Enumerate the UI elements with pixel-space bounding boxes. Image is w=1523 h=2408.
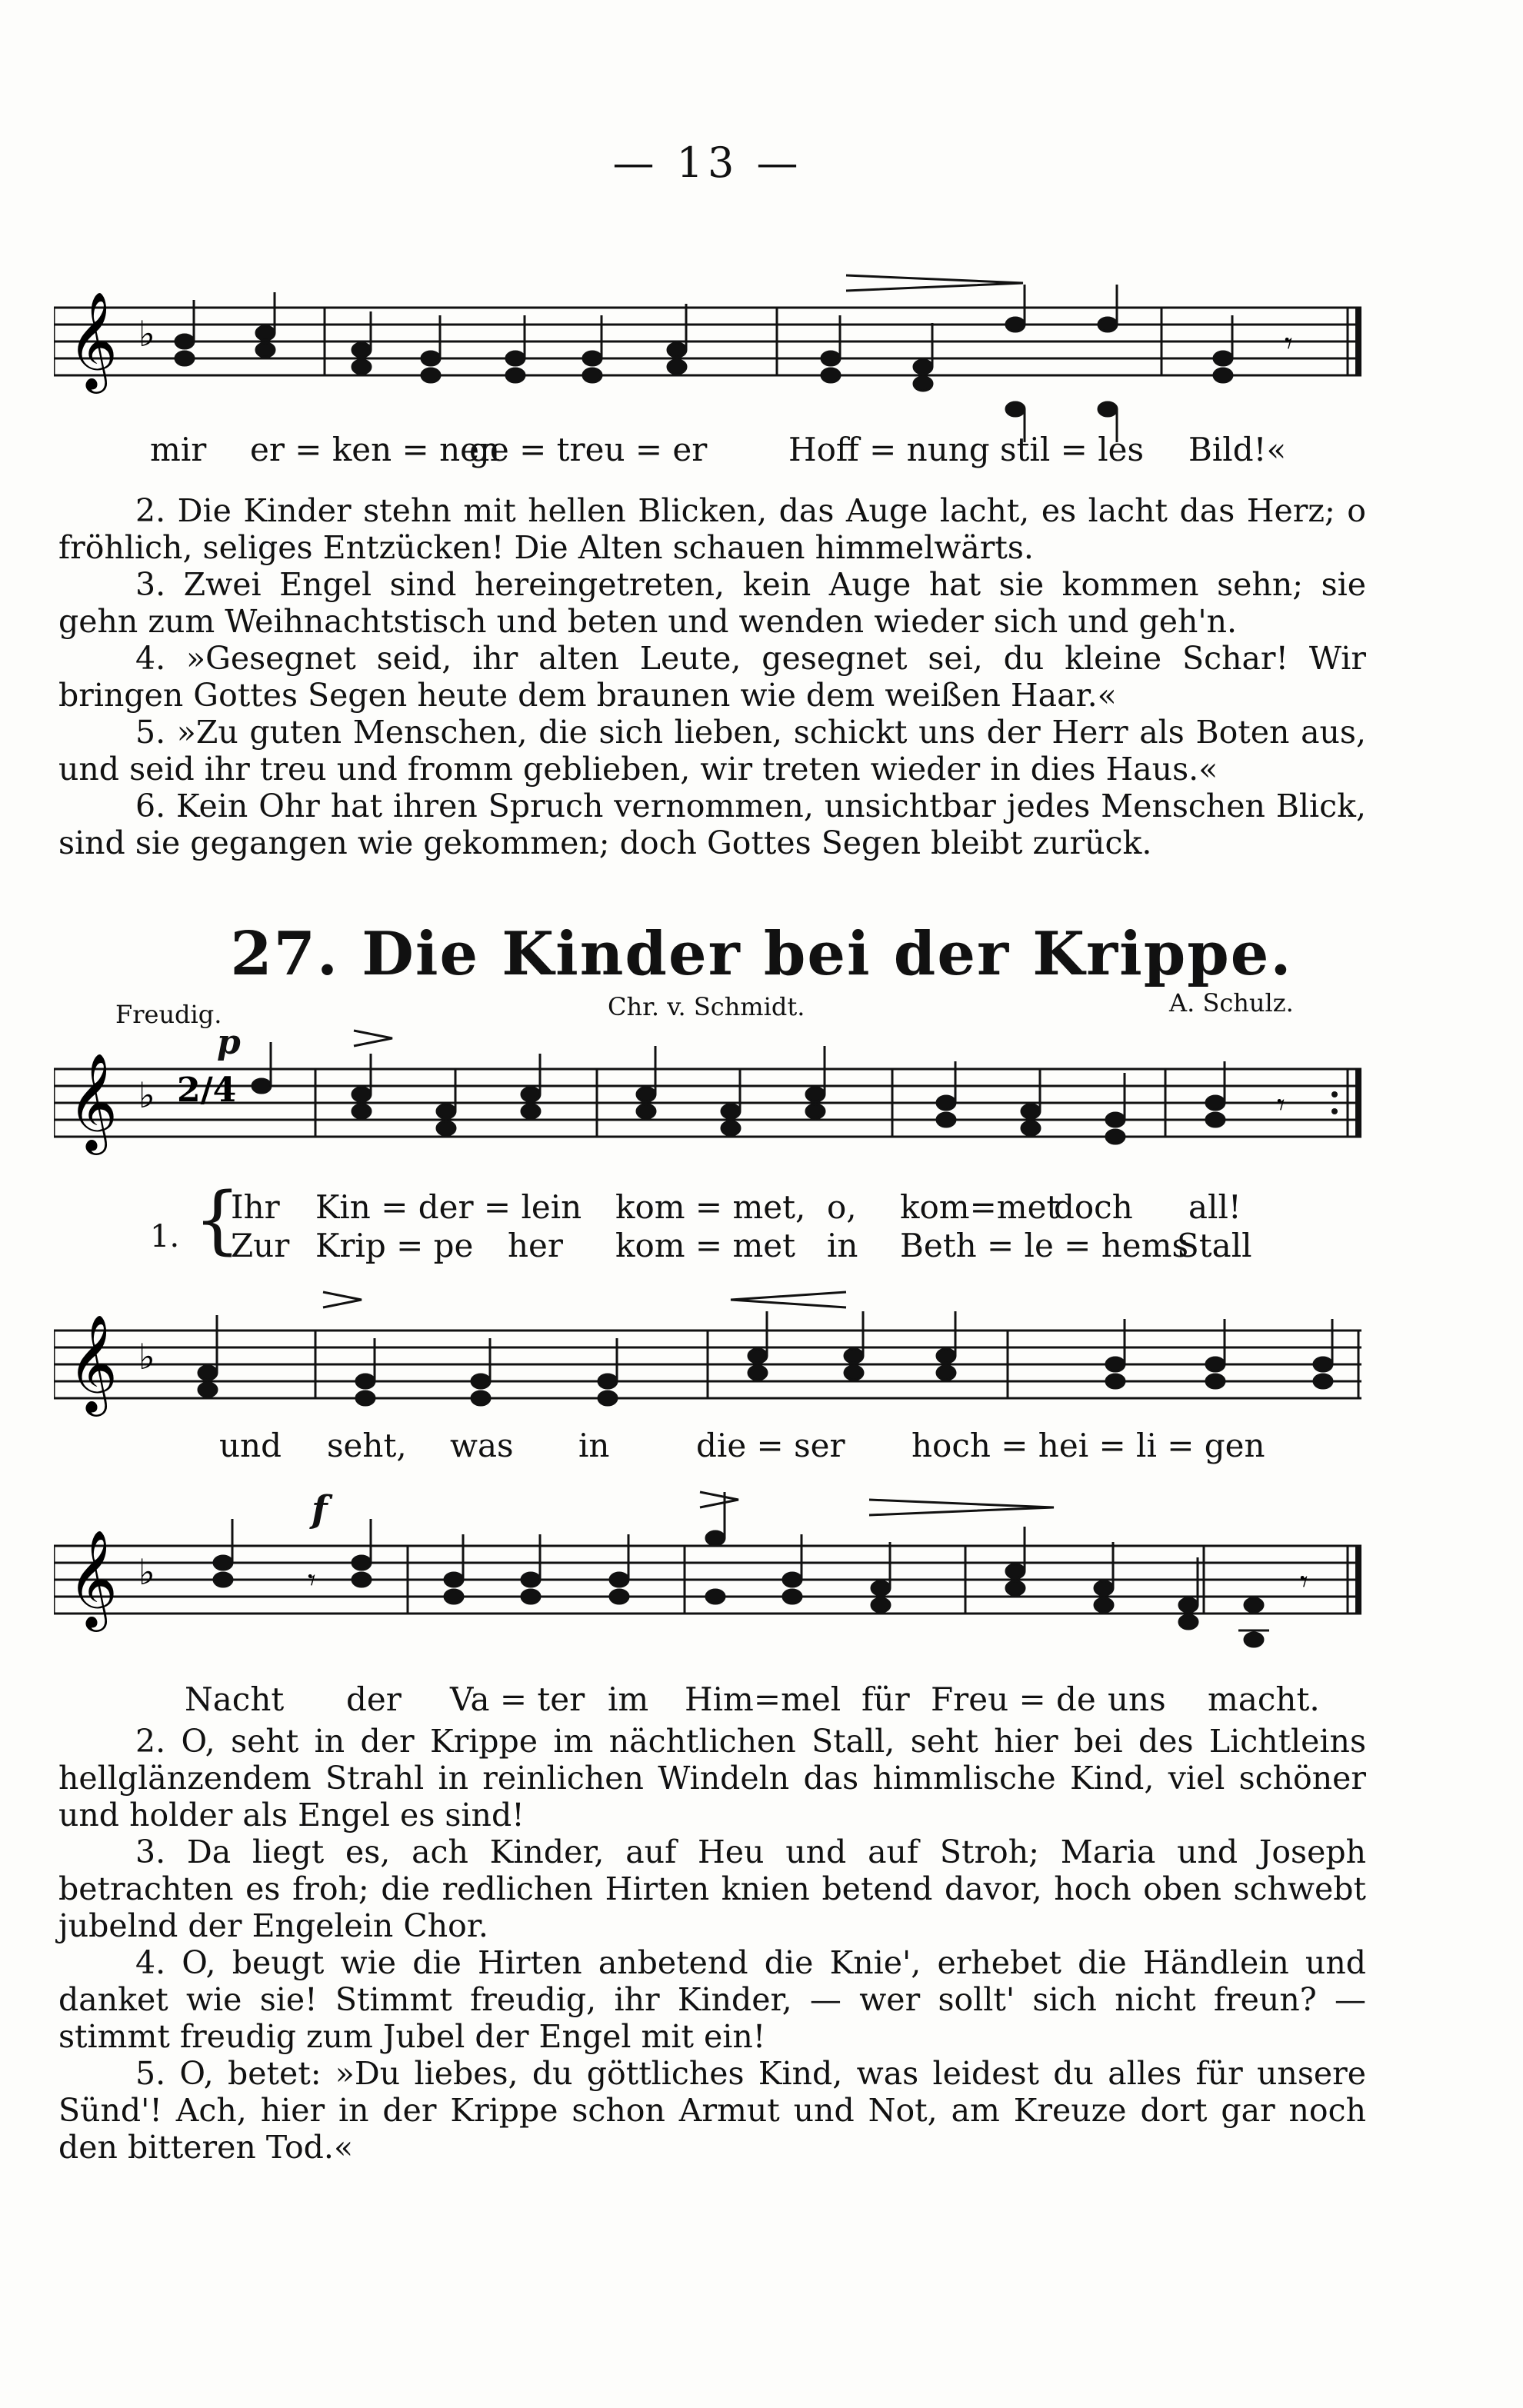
lyric-word: der	[346, 1680, 402, 1718]
lyric-word: Kin = der = lein	[315, 1188, 582, 1226]
svg-text:𝄾: 𝄾	[1300, 1564, 1308, 1600]
verse: 5. O, betet: »Du liebes, du göttliches Kind, was leidest du alles für unsere Sünd'! Ach, hier in der Krippe schon Armut und Not, am Kreuze dort gar noch den bitteren Tod.«	[58, 2055, 1366, 2166]
lyric-word: seht,	[327, 1427, 407, 1464]
lyric-word: stil = les	[1000, 431, 1145, 468]
svg-text:♭: ♭	[138, 1336, 155, 1377]
verse: 4. »Gesegnet seid, ihr alten Leute, gesegnet sei, du kleine Schar! Wir bringen Gottes Segen heute dem braunen wie dem weißen Haar.«	[58, 640, 1366, 714]
lyric-word: in	[827, 1227, 858, 1264]
music-staff-27-line2	[54, 1269, 1361, 1430]
verse: 3. Da liegt es, ach Kinder, auf Heu und auf Stroh; Maria und Joseph betrachten es froh; die redlichen Hirten knien betend davor, hoch oben schwebt jubelnd der Engelein Chor.	[58, 1833, 1366, 1944]
svg-text:𝄞: 𝄞	[68, 1052, 118, 1151]
verse: 6. Kein Ohr hat ihren Spruch vernommen, unsichtbar jedes Menschen Blick, sind sie gegangen wie gekommen; doch Gottes Segen bleibt zurück.	[58, 788, 1366, 861]
stanza-brace: {	[194, 1177, 242, 1263]
lyric-word: Stall	[1177, 1227, 1252, 1264]
lyric-word: Beth = le = hems	[900, 1227, 1189, 1264]
lyric-word: kom = met,	[615, 1188, 806, 1226]
lyric-word: Krip = pe	[315, 1227, 474, 1264]
verse: 4. O, beugt wie die Hirten anbetend die Knie', erhebet die Händlein und danket wie sie! Stimmt freudig, ihr Kinder, — wer sollt' sich nicht freun? — stimmt freudig zum Jubel der Engel mit ein!	[58, 1944, 1366, 2055]
page-number: — 13 —	[612, 138, 803, 187]
svg-text:𝄾: 𝄾	[308, 1563, 316, 1598]
verse: 3. Zwei Engel sind hereingetreten, kein Auge hat sie kommen sehn; sie gehn zum Weihnachtstisch und beten und wenden wieder sich und geh'n.	[58, 566, 1366, 640]
verse: 2. Die Kinder stehn mit hellen Blicken, das Auge lacht, es lacht das Herz; o fröhlich, seliges Entzücken! Die Alten schauen himmelwärts.	[58, 492, 1366, 566]
tempo-marking: Freudig.	[115, 1000, 222, 1029]
verse: 2. O, seht in der Krippe im nächtlichen Stall, seht hier bei des Lichtleins hellglänzendem Strahl in reinlichen Windeln das himmlische Kind, viel schöner und holder als Engel es sind!	[58, 1723, 1366, 1833]
lyric-word: macht.	[1208, 1680, 1320, 1718]
lyric-word: er = ken = nen	[250, 431, 501, 468]
lyric-word: doch	[1054, 1188, 1133, 1226]
lyric-word: ge = treu = er	[469, 431, 708, 468]
lyric-word: für	[861, 1680, 910, 1718]
lyric-word: kom = met	[615, 1227, 796, 1264]
stanza-number: 1.	[150, 1219, 180, 1254]
svg-text:𝄞: 𝄞	[68, 291, 118, 389]
lyric-word: Va = ter	[450, 1680, 585, 1718]
music-staff-27-line1	[54, 1023, 1361, 1177]
lyric-word: was	[450, 1427, 514, 1464]
svg-text:♭: ♭	[138, 1074, 155, 1116]
music-staff-27-line3	[54, 1477, 1361, 1661]
lyric-word: mir	[150, 431, 207, 468]
lyric-word: Bild!«	[1188, 431, 1287, 468]
lyric-word: her	[508, 1227, 563, 1264]
lyric-word: und	[219, 1427, 282, 1464]
svg-text:𝄾: 𝄾	[1285, 326, 1293, 361]
lyric-word: die = ser	[696, 1427, 845, 1464]
verse: 5. »Zu guten Menschen, die sich lieben, schickt uns der Herr als Boten aus, und seid ihr treu und fromm geblieben, wir treten wieder in dies Haus.«	[58, 714, 1366, 788]
lyric-word: Ihr	[231, 1188, 280, 1226]
lyric-word: hoch = hei = li = gen	[911, 1427, 1265, 1464]
verses-song-26	[58, 492, 1366, 861]
dynamic-piano: p	[217, 1023, 241, 1062]
verses-song-27	[58, 1723, 1366, 2166]
svg-text:♭: ♭	[138, 1551, 155, 1593]
lyric-word: Him=mel	[685, 1680, 841, 1718]
lyric-word: Hoff = nung	[788, 431, 990, 468]
svg-text:𝄞: 𝄞	[68, 1529, 118, 1627]
song-title: 27. Die Kinder bei der Krippe.	[230, 919, 1293, 989]
composer: A. Schulz.	[1169, 988, 1294, 1017]
lyric-word: uns	[1108, 1680, 1166, 1718]
lyric-word: kom=met	[900, 1188, 1060, 1226]
time-signature: 2/4	[177, 1071, 237, 1110]
music-staff-26	[54, 269, 1361, 454]
lyric-word: Nacht	[185, 1680, 285, 1718]
lyric-word: im	[608, 1680, 649, 1718]
lyric-word: Freu = de	[931, 1680, 1096, 1718]
svg-text:𝄞: 𝄞	[68, 1314, 118, 1412]
lyric-word: all!	[1188, 1188, 1241, 1226]
lyric-word: in	[578, 1427, 610, 1464]
lyric-word: Zur	[231, 1227, 290, 1264]
dynamic-forte: f	[312, 1488, 328, 1531]
svg-text:𝄾: 𝄾	[1277, 1087, 1285, 1123]
lyric-word: o,	[827, 1188, 857, 1226]
svg-text:♭: ♭	[138, 313, 155, 355]
lyricist: Chr. v. Schmidt.	[608, 992, 805, 1021]
